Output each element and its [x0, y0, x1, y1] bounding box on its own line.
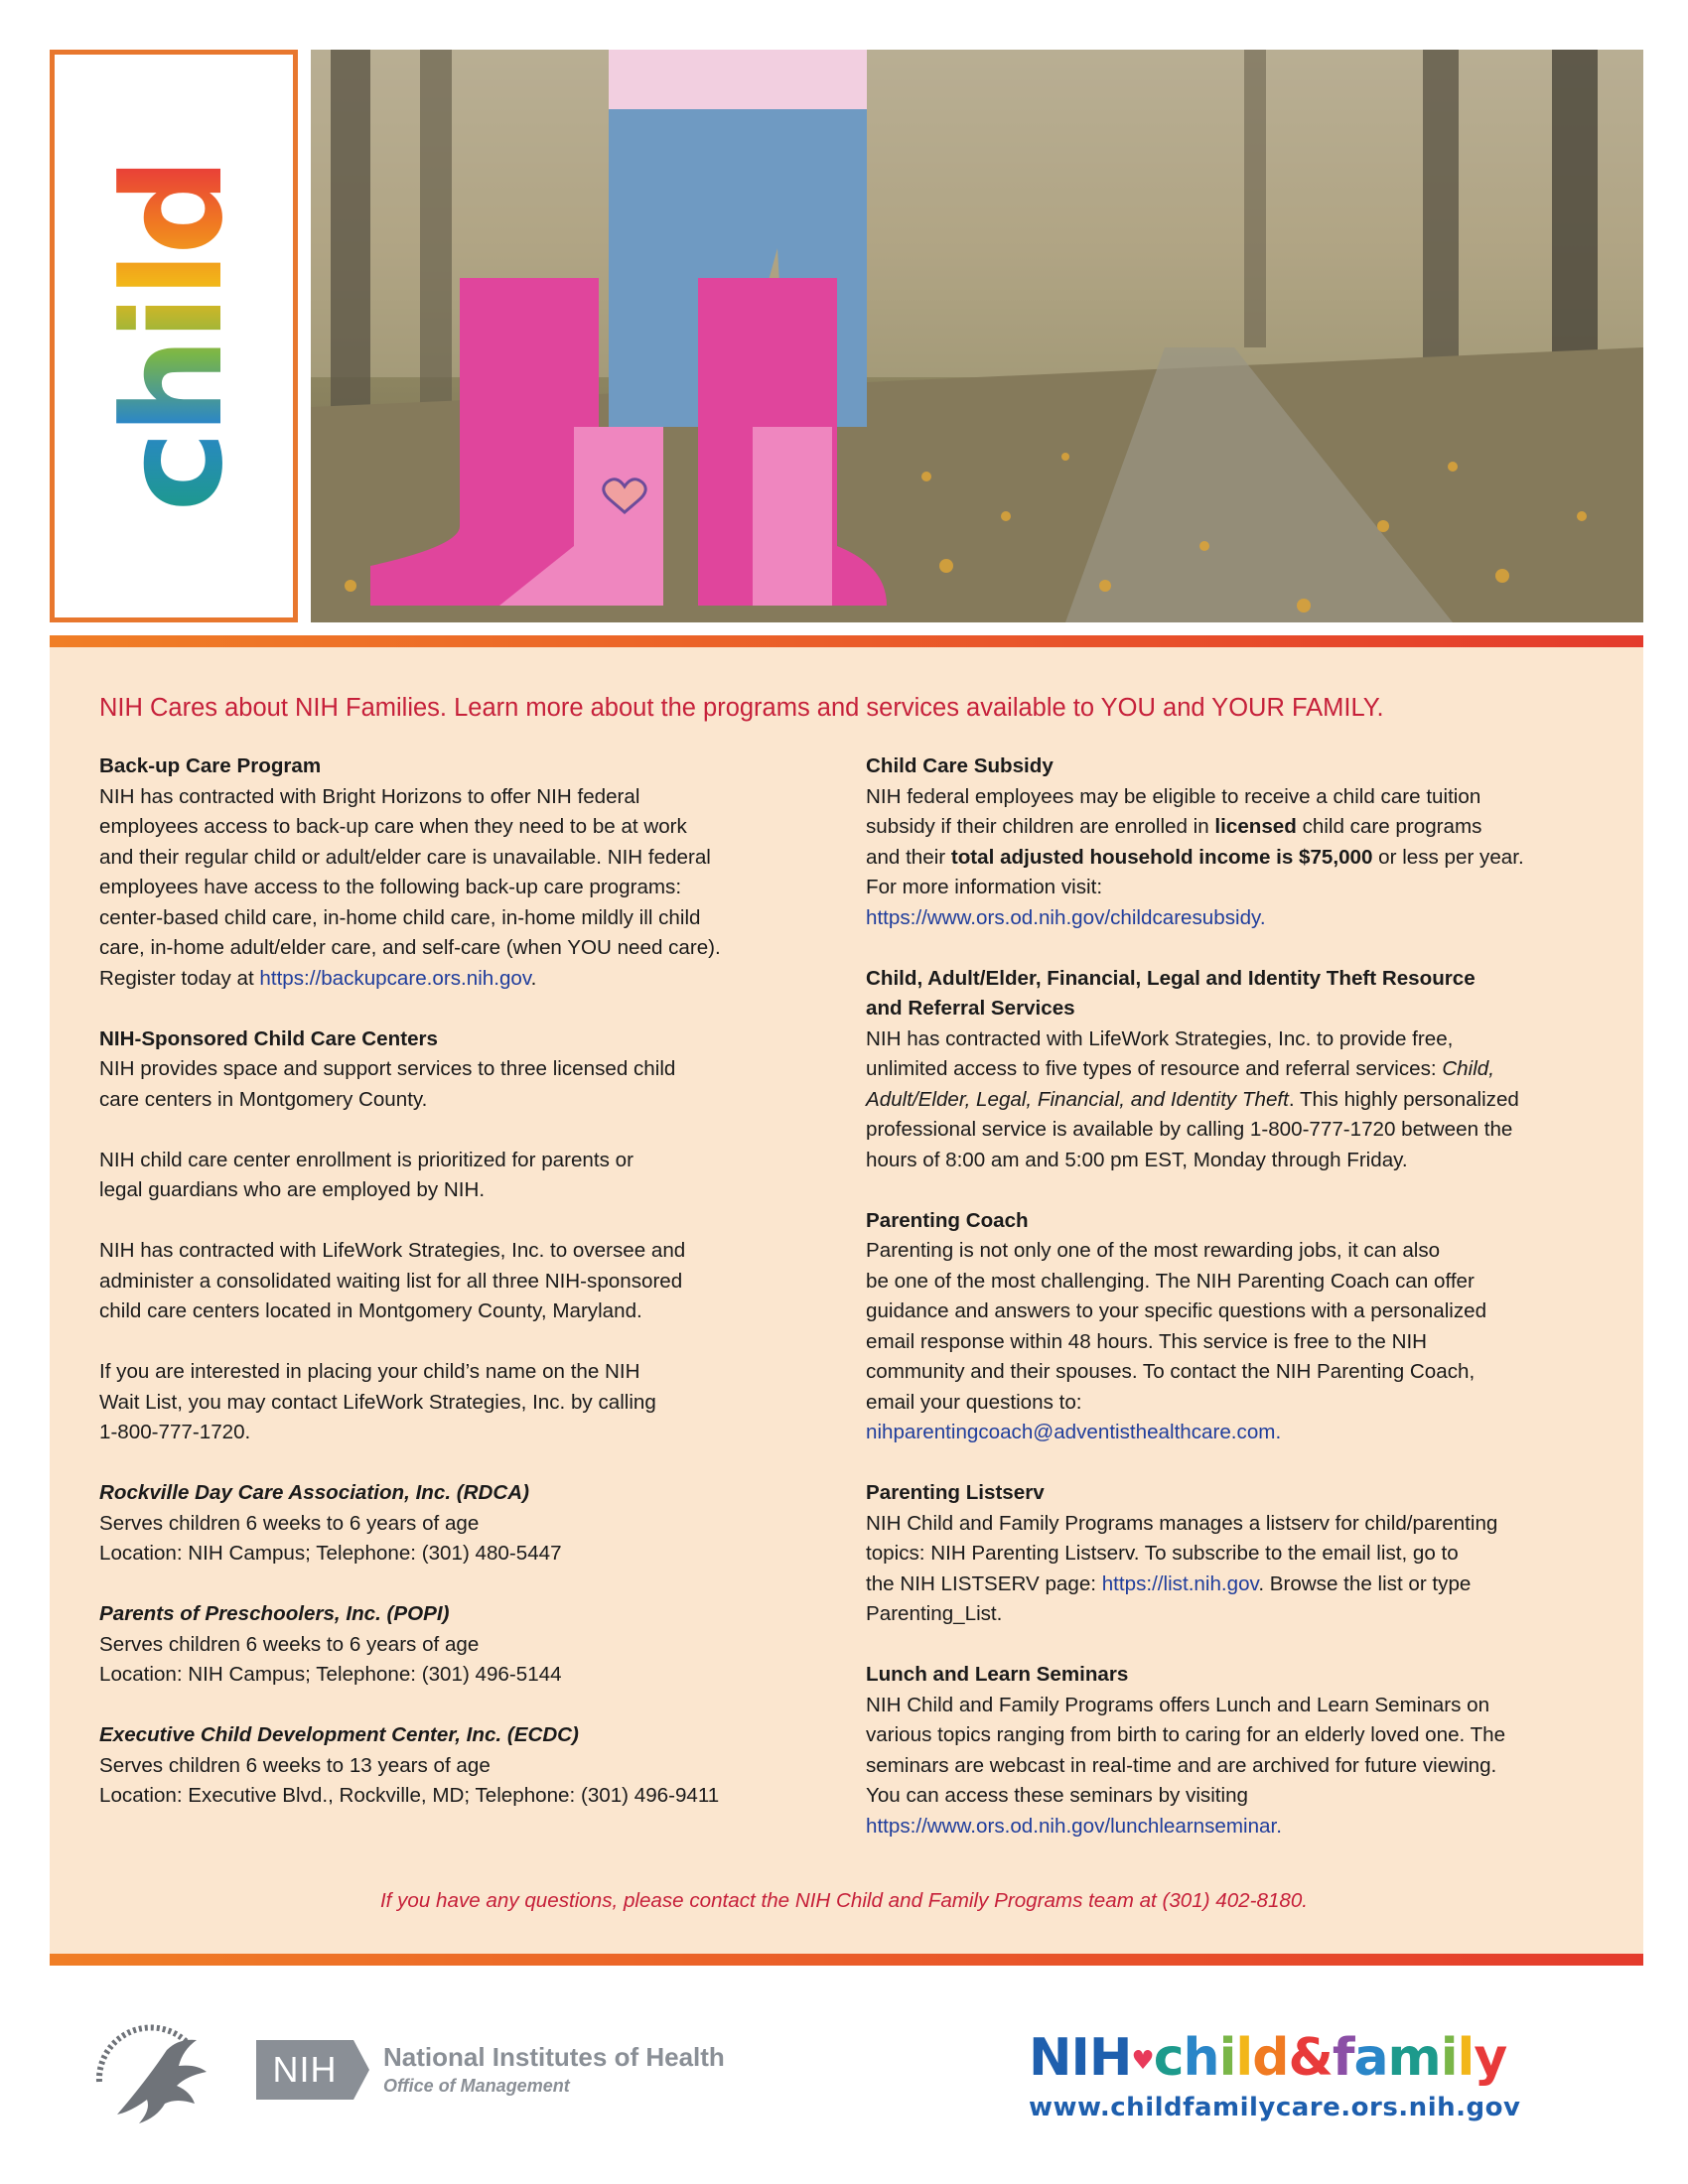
- subsidy-bold-licensed: licensed: [1214, 815, 1297, 838]
- coach-suffix: .: [1275, 1421, 1282, 1443]
- popi-title: Parents of Preschoolers, Inc. (POPI): [99, 1602, 450, 1625]
- child-logo-box: [50, 50, 298, 622]
- register-suffix: .: [530, 966, 537, 990]
- cf-nih: NIH: [1029, 2028, 1132, 2088]
- listserv-title: Parenting Listserv: [866, 1481, 1045, 1504]
- subsidy-text-1: NIH federal employees may be eligible to receive a child care tuition subsidy if their children are enrolled in: [866, 784, 1481, 838]
- subsidy-link-line: [866, 903, 1601, 934]
- ecdc-location: Location: Executive Blvd., Rockville, MD; Telephone: (301) 496-9411: [99, 1784, 720, 1807]
- ecdc-ages: Serves children 6 weeks to 13 years of age: [99, 1753, 491, 1777]
- headline: NIH Cares about NIH Families. Learn more about the programs and services available to YOU and YOUR FAMILY.: [99, 694, 1384, 722]
- referral-italic-types: Child, Adult/Elder, Legal, Financial, and Identity Theft: [866, 1057, 1494, 1111]
- referral-text-2: . This highly personalized professional service is available by calling 1-800-777-1720 between the hours of 8:00 am and 5:00 pm EST, Monday through Friday.: [866, 1087, 1519, 1171]
- child-family-wordmark: [1029, 2028, 1624, 2091]
- cf-letter: f: [1332, 2028, 1354, 2088]
- subsidy-title: Child Care Subsidy: [866, 754, 1054, 777]
- coach-title: Parenting Coach: [866, 1208, 1029, 1232]
- nih-name: National Institutes of Health: [383, 2042, 725, 2072]
- cf-letter: m: [1387, 2028, 1441, 2088]
- cf-letter: y: [1474, 2028, 1507, 2088]
- cf-letter: d: [1252, 2028, 1289, 2088]
- rdca-location: Location: NIH Campus; Telephone: (301) 480-5447: [99, 1542, 562, 1565]
- listserv-body: [866, 1509, 1601, 1630]
- subsidy-link[interactable]: https://www.ors.od.nih.gov/childcaresubsidy: [866, 905, 1260, 929]
- coach-email-line: [866, 1418, 1601, 1448]
- cf-letter: h: [1183, 2028, 1219, 2088]
- subsidy-suffix: .: [1259, 905, 1266, 929]
- popi-ages: Serves children 6 weeks to 6 years of age: [99, 1632, 480, 1656]
- child-family-url[interactable]: www.childfamilycare.ors.nih.gov: [1029, 2093, 1521, 2122]
- cf-letter: i: [1218, 2028, 1236, 2088]
- backup-care-body: NIH has contracted with Bright Horizons to offer NIH federal employees access to back-up care when they need to be at work and their regular child or adult/elder care is unavailable. NIH federal employees have access to the following back-up care programs: center-based child care, in-home child care, in-home mildly ill child care, in-home adult/elder care, and self-care (when YOU need care).: [99, 784, 721, 959]
- listserv-text-2: . Browse the list or type Parenting_List.: [866, 1571, 1472, 1625]
- lunch-body: NIH Child and Family Programs offers Lunch and Learn Seminars on various topics ranging from birth to caring for an elderly loved one. The seminars are webcast in real-time and are archived for future viewing. You can access these seminars by visiting: [866, 1693, 1506, 1807]
- backup-care-title: Back-up Care Program: [99, 754, 322, 777]
- centers-paragraph-3: NIH has contracted with LifeWork Strategies, Inc. to oversee and administer a consolidated waiting list for all three NIH-sponsored child care centers located in Montgomery County, Maryland.: [99, 1239, 686, 1322]
- popi-location: Location: NIH Campus; Telephone: (301) 496-5144: [99, 1663, 562, 1686]
- cf-letter: &: [1288, 2028, 1333, 2088]
- coach-body: Parenting is not only one of the most rewarding jobs, it can also be one of the most challenging. The NIH Parenting Coach can offer guidance and answers to your specific questions with a personalized email response within 48 hours. This service is free to the NIH community and their spouses. To contact the NIH Parenting Coach, email your questions to:: [866, 1239, 1487, 1414]
- centers-paragraph-4: If you are interested in placing your child’s name on the NIH Wait List, you may contact LifeWork Strategies, Inc. by calling 1-800-777-1720.: [99, 1360, 656, 1443]
- contact-note: If you have any questions, please contact the NIH Child and Family Programs team at (301) 402-8180.: [379, 1889, 1309, 1912]
- bottom-divider: [50, 1954, 1643, 1966]
- cf-letter: l: [1235, 2028, 1253, 2088]
- referral-text-1: NIH has contracted with LifeWork Strategies, Inc. to provide free, unlimited access to five types of resource and referral services:: [866, 1026, 1454, 1080]
- child-wordmark: child: [93, 160, 253, 512]
- cf-letter: a: [1353, 2028, 1388, 2088]
- heart-icon: ♥: [1131, 2046, 1154, 2076]
- subsidy-text-2: child care programs and their: [866, 815, 1482, 869]
- centers-paragraph-2: NIH child care center enrollment is prioritized for parents or legal guardians who are employed by NIH.: [99, 1148, 633, 1201]
- subsidy-body: [866, 782, 1601, 903]
- subsidy-bold-income: total adjusted household income is $75,000: [950, 845, 1373, 869]
- nih-box-arrow: [353, 2040, 369, 2100]
- cf-letter: i: [1440, 2028, 1458, 2088]
- lunch-suffix: .: [1276, 1814, 1282, 1838]
- cf-letter: l: [1457, 2028, 1475, 2088]
- register-prefix: Register today at: [99, 966, 260, 990]
- centers-title: NIH-Sponsored Child Care Centers: [99, 1026, 438, 1050]
- nih-office: Office of Management: [383, 2076, 570, 2096]
- listserv-text-1: NIH Child and Family Programs manages a listserv for child/parenting topics: NIH Parenting Listserv. To subscribe to the email list, go to the NIH LISTSERV page:: [866, 1511, 1498, 1595]
- nih-box: NIH: [256, 2040, 353, 2100]
- centers-paragraph-1: NIH provides space and support services to three licensed child care centers in Montgomery County.: [99, 1057, 676, 1111]
- child-family-logo: [1029, 2028, 1624, 2122]
- left-column: [99, 751, 829, 1812]
- coach-email-link[interactable]: nihparentingcoach@adventisthealthcare.com: [866, 1421, 1276, 1443]
- backup-care-link[interactable]: https://backupcare.ors.nih.gov: [259, 966, 531, 990]
- lunch-link-line: [866, 1812, 1601, 1843]
- subsidy-text-3: or less per year. For more information visit:: [866, 845, 1524, 898]
- referral-title: Child, Adult/Elder, Financial, Legal and Identity Theft Resource and Referral Services: [866, 966, 1476, 1020]
- lunch-title: Lunch and Learn Seminars: [866, 1663, 1129, 1686]
- cf-letter: c: [1153, 2028, 1184, 2088]
- lunch-link[interactable]: https://www.ors.od.nih.gov/lunchlearnseminar: [866, 1814, 1277, 1838]
- boots-illustration: [311, 50, 1643, 622]
- referral-body: [866, 1024, 1601, 1176]
- rdca-ages: Serves children 6 weeks to 6 years of age: [99, 1511, 480, 1535]
- right-column: [866, 751, 1601, 1842]
- hero-photo: [311, 50, 1643, 622]
- hhs-seal-icon: [87, 2020, 214, 2129]
- rdca-title: Rockville Day Care Association, Inc. (RDCA): [99, 1481, 529, 1504]
- ecdc-title: Executive Child Development Center, Inc. (ECDC): [99, 1723, 579, 1746]
- backup-care-register: [99, 964, 829, 995]
- top-divider: [50, 635, 1643, 647]
- listserv-link[interactable]: https://list.nih.gov: [1101, 1571, 1259, 1595]
